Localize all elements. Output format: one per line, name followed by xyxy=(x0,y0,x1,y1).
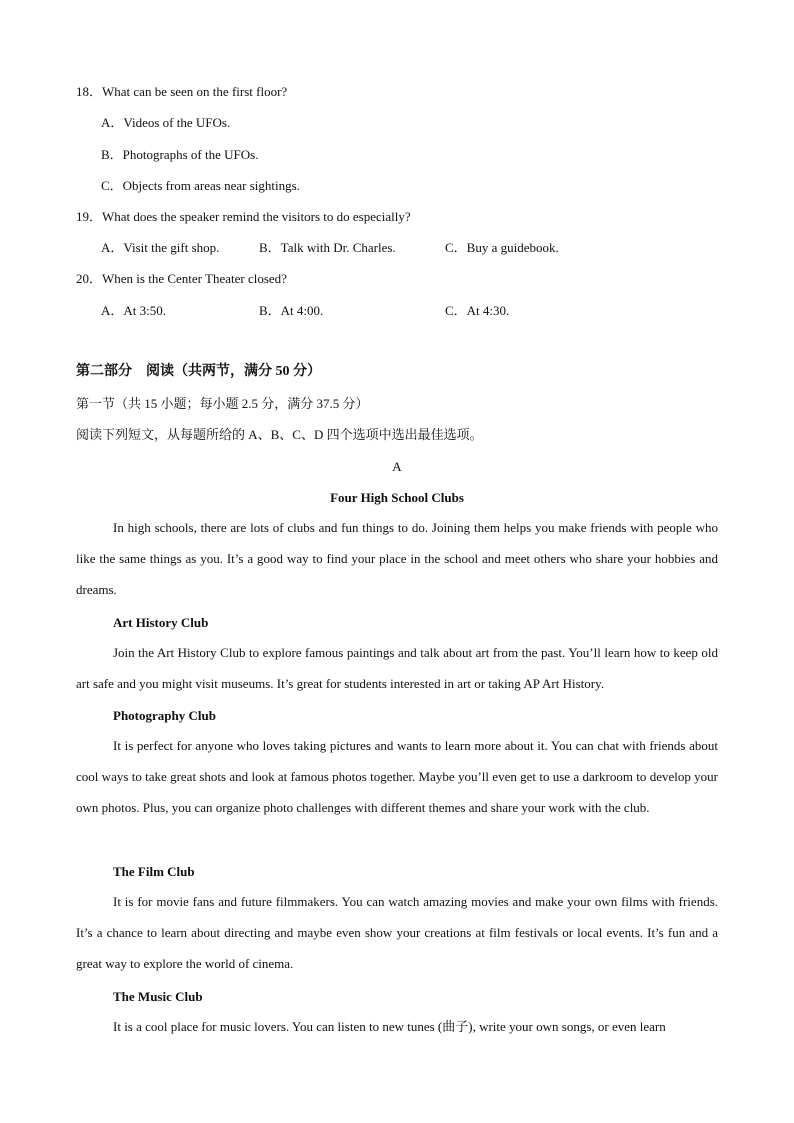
club-text-art-history xyxy=(76,637,718,699)
club-heading-art-history: Art History Club xyxy=(113,615,209,630)
section-subtitle: 第一节（共 15 小题；每小题 2.5 分，满分 37.5 分） xyxy=(76,396,369,411)
club-text-film xyxy=(76,886,718,980)
question-20-option-c: C．At 4:30. xyxy=(445,303,510,318)
question-18-option-a: A．Videos of the UFOs. xyxy=(101,115,231,130)
question-20-option-b: B．At 4:00. xyxy=(259,303,324,318)
passage-letter: A xyxy=(392,459,402,474)
club-text-music xyxy=(76,1011,718,1042)
question-20-option-a: A．At 3:50. xyxy=(101,303,167,318)
section-title: 第二部分 阅读（共两节，满分 50 分） xyxy=(76,364,321,379)
passage-intro xyxy=(76,512,718,606)
question-19-option-c: C．Buy a guidebook. xyxy=(445,240,559,255)
passage-title: Four High School Clubs xyxy=(330,490,464,505)
question-19-option-a: A．Visit the gift shop. xyxy=(101,240,220,255)
question-18-option-b: B．Photographs of the UFOs. xyxy=(101,147,259,162)
question-19-stem: 19．What does the speaker remind the visitors to do especially? xyxy=(76,209,411,224)
question-19-option-b: B．Talk with Dr. Charles. xyxy=(259,240,396,255)
question-18-option-c: C．Objects from areas near sightings. xyxy=(101,178,300,193)
question-20-stem: 20．When is the Center Theater closed? xyxy=(76,271,287,286)
club-text-art-history-body: Join the Art History Club to explore famous paintings and talk about art from the past. You’ll learn how to keep old art safe and you might visit museums. It’s great for students interested in art or taking AP Art History. xyxy=(76,645,718,692)
club-heading-film: The Film Club xyxy=(113,864,195,879)
club-text-music-body: It is a cool place for music lovers. You can listen to new tunes (曲子), write your own songs, or even learn xyxy=(113,1019,666,1034)
club-heading-music: The Music Club xyxy=(113,989,203,1004)
passage-intro-text: In high schools, there are lots of clubs and fun things to do. Joining them helps you make friends with people who like the same things as you. It’s a good way to find your place in the school and meet others who share your hobbies and dreams. xyxy=(76,520,718,598)
club-text-film-body: It is for movie fans and future filmmakers. You can watch amazing movies and make your own films with friends. It’s a chance to learn about directing and maybe even show your creations at film festivals or local events. It’s fun and a great way to explore the world of cinema. xyxy=(76,894,718,972)
section-instruction: 阅读下列短文，从每题所给的 A、B、C、D 四个选项中选出最佳选项。 xyxy=(76,427,483,442)
club-text-photography xyxy=(76,730,718,824)
question-18-stem: 18．What can be seen on the first floor? xyxy=(76,84,288,99)
club-heading-photography: Photography Club xyxy=(113,708,216,723)
club-text-photography-body: It is perfect for anyone who loves taking pictures and wants to learn more about it. You can chat with friends about cool ways to take great shots and look at famous photos together. Maybe you’ll even get to use a darkroom to develop your own photos. Plus, you can organize photo challenges with different themes and share your work with the club. xyxy=(76,738,718,816)
